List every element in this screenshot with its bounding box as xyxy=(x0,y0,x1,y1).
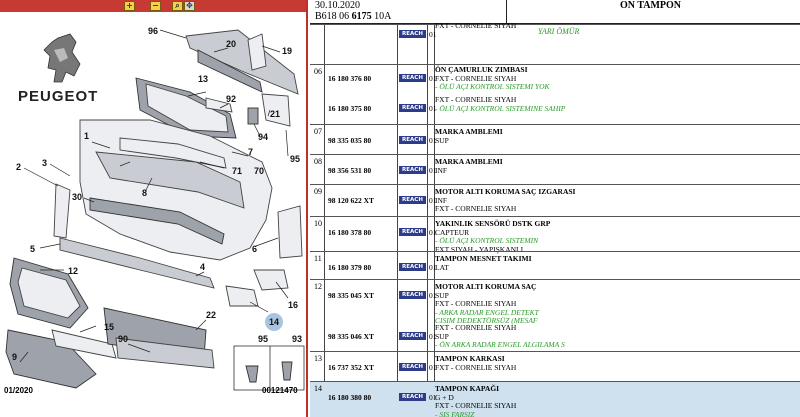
part-detail: INF xyxy=(435,195,448,205)
page-title: ON TAMPON xyxy=(620,0,682,11)
quantity: 01 xyxy=(429,363,437,372)
pan-icon[interactable]: ✥ xyxy=(184,1,195,11)
callout-1[interactable]: 1 xyxy=(84,131,90,141)
part-condition: - ÖN ARKA RADAR ENGEL ALGILAMA S xyxy=(435,340,565,349)
callout-21[interactable]: 21 xyxy=(270,109,281,119)
part-detail: FXT - CORNELIE SIYAH xyxy=(435,21,517,30)
brand-wordmark: PEUGEOT xyxy=(18,88,99,105)
table-row[interactable] xyxy=(310,216,800,254)
part-name: TAMPON KAPAĞI xyxy=(435,384,500,393)
part-name: MARKA AMBLEMI xyxy=(435,157,503,166)
part-detail: LAT xyxy=(435,262,449,272)
parts-table xyxy=(310,21,800,417)
part-name: MOTOR ALTI KORUMA SAÇ xyxy=(435,282,537,291)
callout-90[interactable]: 90 xyxy=(118,334,129,344)
callout-20[interactable]: 20 xyxy=(226,39,237,49)
row-number: 11 xyxy=(314,254,322,263)
callout-92[interactable]: 92 xyxy=(226,94,237,104)
exploded-diagram-panel[interactable] xyxy=(0,0,308,417)
callout-95-top[interactable]: 95 xyxy=(290,154,301,164)
part-detail: SUP xyxy=(435,290,449,300)
callout-95-inset[interactable]: 95 xyxy=(258,334,269,344)
part-detail: CAPTEUR xyxy=(435,227,470,237)
table-row[interactable] xyxy=(310,124,800,154)
row-number: 06 xyxy=(314,67,322,76)
table-row[interactable] xyxy=(310,21,800,64)
part-detail: SUP xyxy=(435,135,449,145)
part-detail: FXT - CORNELIE SIYAH xyxy=(435,362,517,372)
part-detail: FXT - CORNELIE SIYAH xyxy=(435,323,517,332)
reach-badge[interactable]: REACH xyxy=(399,196,426,204)
zoom-out-icon[interactable]: − xyxy=(150,1,161,11)
top-note: YARI ÖMÜR xyxy=(538,27,580,36)
callout-6[interactable]: 6 xyxy=(252,244,258,254)
peugeot-lion-logo xyxy=(44,34,80,82)
part-name: TAMPON KARKASI xyxy=(435,354,505,363)
part-condition: - ÖLÜ AÇI KONTROL SISTEMI YOK xyxy=(435,82,550,91)
row-number: 07 xyxy=(314,127,322,136)
callout-14[interactable]: 14 xyxy=(269,317,280,327)
parts-list-header xyxy=(310,0,800,24)
part-reference[interactable]: 16 180 380 80 xyxy=(328,393,372,402)
reach-badge[interactable]: REACH xyxy=(399,228,426,236)
part-detail: FXT SIYAH - YAPIŞKANLI xyxy=(435,244,524,254)
quantity: 01 xyxy=(429,196,437,205)
header-code: B618 06 6175 10A xyxy=(315,11,392,22)
quantity: 01 xyxy=(429,291,437,300)
reach-badge[interactable]: REACH xyxy=(399,74,426,82)
header-date: 30.10.2020 xyxy=(315,0,360,11)
part-name: TAMPON MESNET TAKIMI xyxy=(435,254,532,263)
part-name: MARKA AMBLEMI xyxy=(435,127,503,136)
part-reference[interactable]: 98 335 035 80 xyxy=(328,136,372,145)
part-detail: FXT - CORNELIE SIYAH xyxy=(435,401,517,410)
reach-badge[interactable]: REACH xyxy=(399,363,426,371)
table-row[interactable] xyxy=(310,279,800,351)
part-reference[interactable]: 98 356 531 80 xyxy=(328,166,372,175)
part-reference[interactable]: 98 120 622 XT xyxy=(328,196,375,205)
row-number: 13 xyxy=(314,354,322,363)
table-row[interactable] xyxy=(310,381,800,417)
part-reference[interactable]: 16 180 378 80 xyxy=(328,228,372,237)
row-number: 14 xyxy=(314,384,322,393)
quantity: 01 xyxy=(429,332,437,341)
callout-22[interactable]: 22 xyxy=(206,310,217,320)
reach-badge[interactable]: REACH xyxy=(399,263,426,271)
callout-4[interactable]: 4 xyxy=(200,262,206,272)
part-condition: - SIS FARSIZ xyxy=(435,409,475,417)
part-reference[interactable]: 16 180 379 80 xyxy=(328,263,372,272)
callout-9[interactable]: 9 xyxy=(12,352,18,362)
part-condition: - ÖLÜ AÇI KONTROL SISTEMINE SAHIP xyxy=(435,103,566,113)
callout-19[interactable]: 19 xyxy=(282,46,293,56)
part-detail: FXT - CORNELIE SIYAH xyxy=(435,204,517,213)
table-row[interactable] xyxy=(310,351,800,381)
callout-70[interactable]: 70 xyxy=(254,166,265,176)
part-detail: FXT - CORNELIE SIYAH xyxy=(435,73,517,83)
quantity: 01 xyxy=(429,228,437,237)
part-reference[interactable]: 98 335 046 XT xyxy=(328,332,375,341)
reach-badge[interactable]: REACH xyxy=(399,393,426,401)
quantity: 01 xyxy=(429,74,437,83)
reach-badge[interactable]: REACH xyxy=(399,332,426,340)
quantity: 01 xyxy=(429,263,437,272)
part-condition: - ARKA RADAR ENGEL DETEKT xyxy=(435,307,539,317)
callout-7-right[interactable]: 7 xyxy=(248,147,254,157)
callout-16[interactable]: 16 xyxy=(288,300,299,310)
row-number: 10 xyxy=(314,219,322,228)
part-name: ÖN ÇAMURLUK ZIMBASI xyxy=(435,65,528,74)
part-detail: G + D xyxy=(435,392,454,402)
quantity: 01 xyxy=(429,104,437,113)
diagram-toolbar xyxy=(0,0,308,12)
reach-badge[interactable]: REACH xyxy=(399,30,426,38)
table-row[interactable] xyxy=(310,64,800,124)
part-detail: FXT - CORNELIE SIYAH xyxy=(435,95,517,104)
table-row[interactable] xyxy=(310,184,800,216)
reach-badge[interactable]: REACH xyxy=(399,136,426,144)
callout-8[interactable]: 8 xyxy=(142,188,148,198)
part-detail: INF xyxy=(435,165,448,175)
diagram-document-number: 00121470 xyxy=(262,386,298,395)
part-condition: - ÖLÜ AÇI KONTROL SISTEMIN xyxy=(435,236,539,245)
callout-71[interactable]: 71 xyxy=(232,166,243,176)
table-row[interactable] xyxy=(310,154,800,184)
callout-12[interactable]: 12 xyxy=(68,266,79,276)
part-name: MOTOR ALTI KORUMA SAÇ IZGARASI xyxy=(435,187,576,196)
row-number: 09 xyxy=(314,187,322,196)
zoom-in-icon[interactable]: + xyxy=(124,1,135,11)
diagram-date-code: 01/2020 xyxy=(4,386,33,395)
part-condition: CISIM DEDEKTÖRSÜZ (MESAF xyxy=(435,316,538,325)
part-reference[interactable]: 16 737 352 XT xyxy=(328,363,375,372)
zoom-fit-icon[interactable]: ⌕ xyxy=(172,1,183,11)
part-detail: FXT - CORNELIE SIYAH xyxy=(435,299,517,308)
callout-30[interactable]: 30 xyxy=(72,192,83,202)
quantity: 01 xyxy=(429,393,437,402)
quantity: 01 xyxy=(429,136,437,145)
table-row[interactable] xyxy=(310,251,800,279)
reach-badge[interactable]: REACH xyxy=(399,104,426,112)
part-name: YAKINLIK SENSÖRÜ DSTK GRP xyxy=(435,219,551,228)
callout-93[interactable]: 93 xyxy=(292,334,303,344)
part-detail: SUP xyxy=(435,331,449,341)
callout-96[interactable]: 96 xyxy=(148,26,159,36)
reach-badge[interactable]: REACH xyxy=(399,291,426,299)
callout-94[interactable]: 94 xyxy=(258,132,269,142)
callout-15[interactable]: 15 xyxy=(104,322,115,332)
parts-list-panel[interactable] xyxy=(310,0,800,417)
reach-badge[interactable]: REACH xyxy=(399,166,426,174)
part-reference[interactable]: 98 335 045 XT xyxy=(328,291,375,300)
row-number: 12 xyxy=(314,282,322,291)
quantity: 01 xyxy=(429,166,437,175)
row-number: 08 xyxy=(314,157,322,166)
quantity: 01 xyxy=(429,30,437,39)
callout-2[interactable]: 2 xyxy=(16,162,22,172)
bumper-exploded-view xyxy=(0,12,306,417)
callout-13[interactable]: 13 xyxy=(198,74,209,84)
part-reference[interactable]: 16 180 376 80 xyxy=(328,74,372,83)
callout-5[interactable]: 5 xyxy=(30,244,36,254)
part-reference[interactable]: 16 180 375 80 xyxy=(328,104,372,113)
callout-3[interactable]: 3 xyxy=(42,158,48,168)
